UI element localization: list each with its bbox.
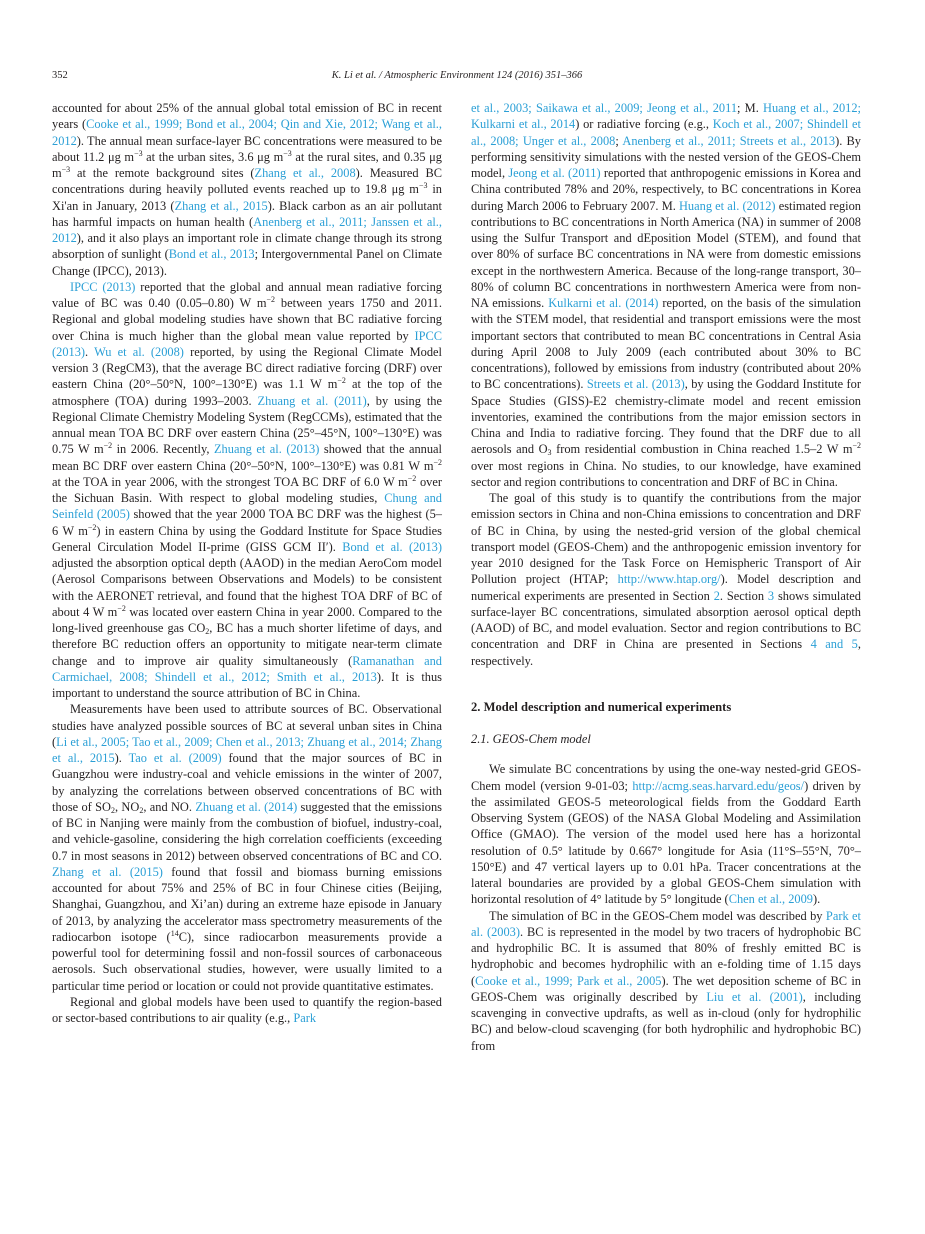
superscript: −3 — [418, 181, 428, 191]
text: adjusted the absorption optical depth (AAOD) in the median AeroCom model (Aerosol Comparisons between Observations and Models) to be consistent with the AERONET retrieval, and found that the highest TOA DRF of BC of about 4 W m — [52, 556, 442, 619]
text: , respectively. — [471, 637, 861, 668]
text: at the top of the atmosphere (TOA) during 1993–2003. — [52, 377, 442, 408]
text: ). Model description and numerical experiments are presented in Section — [471, 572, 861, 603]
text: found that the major sources of BC in Guangzhou were industry-coal and vehicle emissions in the winter of 2007, by analyzing the correlations between observed concentrations of BC with those of SO — [52, 751, 442, 814]
text: The goal of this study is to quantify the contributions from the major emission sectors in China and non-China emissions to concentration and DRF of BC in China, by using the nested-grid version of the global chemical transport model (GEOS-Chem) and the anthropogenic emission inventory for year 2010 designed for the Task Force on Hemispheric Transport of Air Pollution project (HTAP; — [471, 491, 861, 587]
right-column — [471, 100, 861, 1054]
text: at the urban sites, 3.6 μg m — [142, 149, 284, 164]
paragraph — [471, 100, 861, 490]
paragraph — [471, 761, 861, 907]
superscript: −3 — [283, 148, 292, 158]
text: ). It is thus important to understand the source attribution of BC in China. — [52, 669, 442, 700]
citation-link[interactable]: Zhuang et al. (2011) — [257, 393, 367, 408]
citation-link[interactable]: Park et al. (2003) — [471, 908, 861, 939]
paragraph — [52, 100, 442, 279]
citation-link[interactable]: Ramanathan and Carmichael, 2008; Shindell et al., 2012; Smith et al., 2013 — [52, 653, 442, 684]
section-link[interactable]: 2 — [713, 588, 720, 603]
text: over most regions in China. No studies, to our knowledge, have examined sector and region contributions to concentration and DRF of BC in China. — [471, 458, 861, 489]
text: ). — [114, 751, 129, 765]
superscript: −2 — [337, 376, 346, 386]
text: ). By performing sensitivity simulations with the nested version of the GEOS-Chem model, — [471, 133, 861, 180]
paragraph — [471, 908, 861, 1054]
citation-link[interactable]: Zhang et al. (2015) — [52, 864, 163, 879]
superscript: −2 — [407, 473, 417, 483]
page-number: 352 — [52, 70, 68, 81]
text: Measurements have been used to attribute sources of BC. Observational studies have analyzed possible sources of BC at several unban sites in China ( — [52, 702, 442, 749]
journal-reference: K. Li et al. / Atmospheric Environment 124 (2016) 351–366 — [331, 70, 583, 81]
citation-link[interactable]: Chung and Seinfeld (2005) — [52, 491, 442, 522]
url-link[interactable]: http://www.htap.org/ — [617, 572, 721, 587]
paragraph — [52, 701, 442, 994]
text: accounted for about 25% of the annual global total emission of BC in recent years ( — [52, 101, 442, 132]
text: reported, by using the Regional Climate Model version 3 (RegCM3), that the average BC direct radiative forcing (DRF) over eastern China (20°–50°N, 100°–130°E) was 1.1 W m — [52, 344, 442, 392]
superscript: −2 — [87, 522, 97, 532]
text: reported that the global and annual mean radiative forcing value of BC was 0.40 (0.05–0.80) W m — [52, 279, 442, 310]
superscript: −3 — [134, 148, 143, 158]
citation-link[interactable]: et al., 2003; Saikawa et al., 2009; Jeong et al., 2011 — [471, 101, 738, 115]
text: ). Measured BC concentrations during heavily polluted events reached up to 19.8 μg m — [52, 166, 443, 197]
citation-link[interactable]: Chen et al., 2009 — [728, 892, 813, 907]
text: . BC is represented in the model by two tracers of hydrophobic BC and hydrophilic BC. It is assumed that 80% of freshly emitted BC is hydrophobic and becomes hydrophilic with an e-folding time of 1.15 days ( — [471, 924, 862, 988]
text: , and NO. — [143, 799, 196, 814]
citation-link[interactable]: Anenberg et al., 2011; Janssen et al., 2012 — [52, 214, 442, 245]
text: reported that anthropogenic emissions in Korea and China contributed 78% and 20%, respectively, to BC concentrations in Korea during March 2006 to February 2007. M. — [471, 166, 861, 213]
text: reported, on the basis of the simulation with the STEM model, that residential and transport emissions were the most important sectors that contributed to mean BC concentrations in Central Asia during April 2008 to July 2009 (each contributed about 30% to BC concentrations), followed by emissions from industry (contributed about 20% to BC concentrations). — [471, 296, 861, 392]
text: ). Black carbon as an air pollutant has harmful impacts on human health ( — [52, 198, 442, 229]
section-link[interactable]: 4 and 5 — [810, 637, 858, 652]
text: ) or radiative forcing (e.g., — [575, 117, 713, 132]
citation-link[interactable]: Bond et al. (2013) — [342, 539, 442, 554]
subscript: 2 — [205, 627, 210, 636]
citation-link[interactable]: Cooke et al., 1999; Park et al., 2005 — [475, 973, 662, 988]
citation-link[interactable]: Cooke et al., 1999; Bond et al., 2004; Qin and Xie, 2012; Wang et al., 2012 — [52, 117, 442, 148]
citation-link[interactable]: Huang et al., 2012; Kulkarni et al., 2014 — [471, 101, 861, 132]
paragraph — [52, 279, 442, 702]
text: shows simulated surface-layer BC concentrations, simulated absorption aerosol optical depth (AAOD) of BC, and model evaluation. Sector and region contributions to BC concentration and DRF in China are presented in Sections — [471, 588, 861, 652]
text: suggested that the emissions of BC in Nanjing were mainly from the combustion of biofuel, industry-coal, and vehicle-gasoline, considering the high correlation coefficients (exceeding 0.7 in most seasons in 2012) between observed concentrations of BC and CO. — [52, 799, 443, 863]
text: showed that the annual mean BC DRF over eastern China (20°–50°N, 100°–130°E) was 0.81 W m — [52, 442, 442, 473]
text: estimated region contributions to BC concentrations in North America (NA) in summer of 2008 using the Sulfur Transport and dEposition Model (STEM), and found that over 80% of surface BC concentrations in NA were from domestic emissions except in the northwestern America. Because of the long-range transport, 30–80% of column BC concentrations in northwestern America were from non-NA emissions. — [471, 198, 861, 310]
superscript: −2 — [433, 457, 442, 467]
left-column — [52, 100, 442, 1026]
text: between years 1750 and 2011. Regional and global modeling studies have shown that BC radiative forcing over China is much higher than the global mean value reported by — [52, 296, 442, 343]
text: . Section — [719, 588, 768, 603]
text: ). — [813, 892, 821, 907]
citation-link[interactable]: Tao et al. (2009) — [128, 751, 222, 765]
text: , including scavenging in convective updrafts, as well as in-cloud (only for hydrophilic BC) and below-cloud scavenging (for both hydrophilic and hydrophobic BC) from — [471, 989, 862, 1053]
citation-link[interactable]: Kulkarni et al. (2014) — [548, 296, 659, 310]
subscript: 3 — [547, 448, 552, 458]
citation-link[interactable]: Zhang et al., 2015 — [174, 198, 268, 213]
text: ; — [615, 133, 623, 148]
text: in Xi'an in January, 2013 ( — [52, 182, 442, 213]
text: We simulate BC concentrations by using the one-way nested-grid GEOS-Chem model (version 9-01-03; — [471, 762, 861, 793]
text: found that fossil and biomass burning emissions accounted for about 75% and 25% of BC in four Chinese cities (Beijing, Shanghai, Guangzhou, and Xi’an) during an extreme haze episode in January of 2013, by analyzing the accelerator mass spectrometry measurements of the radiocarbon isotope ( — [52, 864, 442, 944]
section-link[interactable]: 3 — [767, 588, 775, 603]
text: ). The annual mean surface-layer BC concentrations were measured to be about 11.2 μg m — [52, 133, 442, 164]
paragraph — [471, 490, 861, 669]
citation-link[interactable]: Anenberg et al., 2011; Streets et al., 2013 — [622, 133, 836, 148]
subscript: 2 — [139, 805, 144, 815]
text: at the rural sites, and 0.35 μg m — [52, 149, 442, 180]
text: ; M. — [737, 101, 763, 115]
text: , by using the Regional Climate Chemistry Modeling System (RegCCMs), estimated that the annual mean TOA BC DRF over eastern China (25°–45°N, 100°–130°E) was 0.75 W m — [52, 393, 442, 457]
text: The simulation of BC in the GEOS-Chem model was described by — [489, 908, 826, 923]
subsection-heading: 2.1. GEOS-Chem model — [471, 732, 591, 746]
running-head — [52, 70, 862, 86]
superscript: 14 — [170, 928, 179, 938]
citation-link[interactable]: Streets et al. (2013) — [586, 377, 685, 392]
text: ) driven by the assimilated GEOS-5 meteorological fields from the Goddard Earth Observing System (GEOS) of the NASA Global Modeling and Assimilation Office (GMAO). The version of the model used here has a horizontal resolution of 0.5° latitude by 0.667° longitude for Asia (11°S–55°N, 70°–150°E) and 47 vertical layers up to 0.01 hPa. Tracer concentrations at the lateral boundaries are provided by a global GEOS-Chem simulation with horizontal resolution of 4° latitude by 5° longitude ( — [471, 778, 861, 907]
text: over the Sichuan Basin. With respect to global modeling studies, — [52, 474, 442, 505]
text: , BC has a much shorter lifetime of days, and therefore BC reduction offers an opportunity to mitigate near-term climate change and to improve air quality simultaneously ( — [52, 621, 442, 668]
citation-link[interactable]: IPCC (2013) — [70, 279, 136, 294]
citation-link[interactable]: Wu et al. (2008) — [94, 344, 184, 359]
text: . — [85, 344, 95, 359]
text: ) in eastern China by using the Goddard Institute for Space Studies General Circulation Model II-prime (GISS GCM II′). — [52, 523, 442, 554]
citation-link[interactable]: IPCC (2013) — [52, 328, 442, 359]
text: ), and it also plays an important role in climate change through its strong absorption of sunlight ( — [52, 231, 442, 262]
text: Regional and global models have been used to quantify the region-based or sector-based contributions to air quality (e.g., — [52, 994, 442, 1025]
superscript: −2 — [103, 441, 113, 451]
text: at the TOA in year 2006, with the strongest TOA BC DRF of 6.0 W m — [52, 474, 408, 489]
text: from residential combustion in China reached 1.5–2 W m — [551, 442, 853, 457]
paragraph — [52, 994, 442, 1027]
text: , by using the Goddard Institute for Space Studies (GISS)-E2 chemistry-climate model and recent emission inventories, examined the contributions from the major emission sectors in China and India to radiative forcing. They found that the DRF due to all aerosols and O — [471, 377, 861, 457]
citation-link[interactable]: Huang et al. (2012) — [678, 198, 776, 213]
text: , NO — [114, 799, 140, 814]
text: ; Intergovernmental Panel on Climate Change (IPCC), 2013). — [52, 247, 442, 278]
spacer — [471, 669, 861, 683]
citation-link[interactable]: Park — [293, 1011, 317, 1025]
subscript: 2 — [110, 805, 115, 815]
superscript: −2 — [266, 295, 276, 304]
citation-link[interactable]: Li et al., 2005; Tao et al., 2009; Chen et al., 2013; Zhuang et al., 2014; Zhang et al., 2015 — [52, 734, 442, 765]
superscript: −2 — [117, 603, 126, 613]
citation-link[interactable]: Jeong et al. (2011) — [508, 166, 601, 180]
text: in 2006. Recently, — [112, 442, 214, 457]
superscript: −3 — [61, 165, 71, 174]
url-link[interactable]: http://acmg.seas.harvard.edu/geos/ — [632, 778, 805, 793]
text: was located over eastern China in year 2000. Compared to the long-lived greenhouse gas CO — [52, 604, 443, 635]
superscript: −2 — [852, 441, 861, 451]
spacer — [471, 747, 861, 761]
citation-link[interactable]: Liu et al. (2001) — [706, 989, 803, 1004]
citation-link[interactable]: Zhuang et al. (2014) — [195, 799, 298, 814]
text: showed that the year 2000 TOA BC DRF was the highest (5–6 W m — [52, 507, 442, 538]
text: at the remote background sites ( — [70, 166, 255, 180]
text: C), since radiocarbon measurements provide a powerful tool for determining fossil and non-fossil sources of carbonaceous aerosols. Such observational studies, however, were usually limited to a particular time period or location or could not provide quantitative estimates. — [52, 929, 442, 993]
text: ). The wet deposition scheme of BC in GEOS-Chem was originally described by — [471, 973, 861, 1004]
citation-link[interactable]: Koch et al., 2007; Shindell et al., 2008; Unger et al., 2008 — [471, 117, 861, 148]
citation-link[interactable]: Zhuang et al. (2013) — [213, 442, 320, 457]
section-heading: 2. Model description and numerical experiments — [471, 699, 732, 714]
citation-link[interactable]: Bond et al., 2013 — [168, 247, 255, 262]
citation-link[interactable]: Zhang et al., 2008 — [254, 166, 356, 180]
